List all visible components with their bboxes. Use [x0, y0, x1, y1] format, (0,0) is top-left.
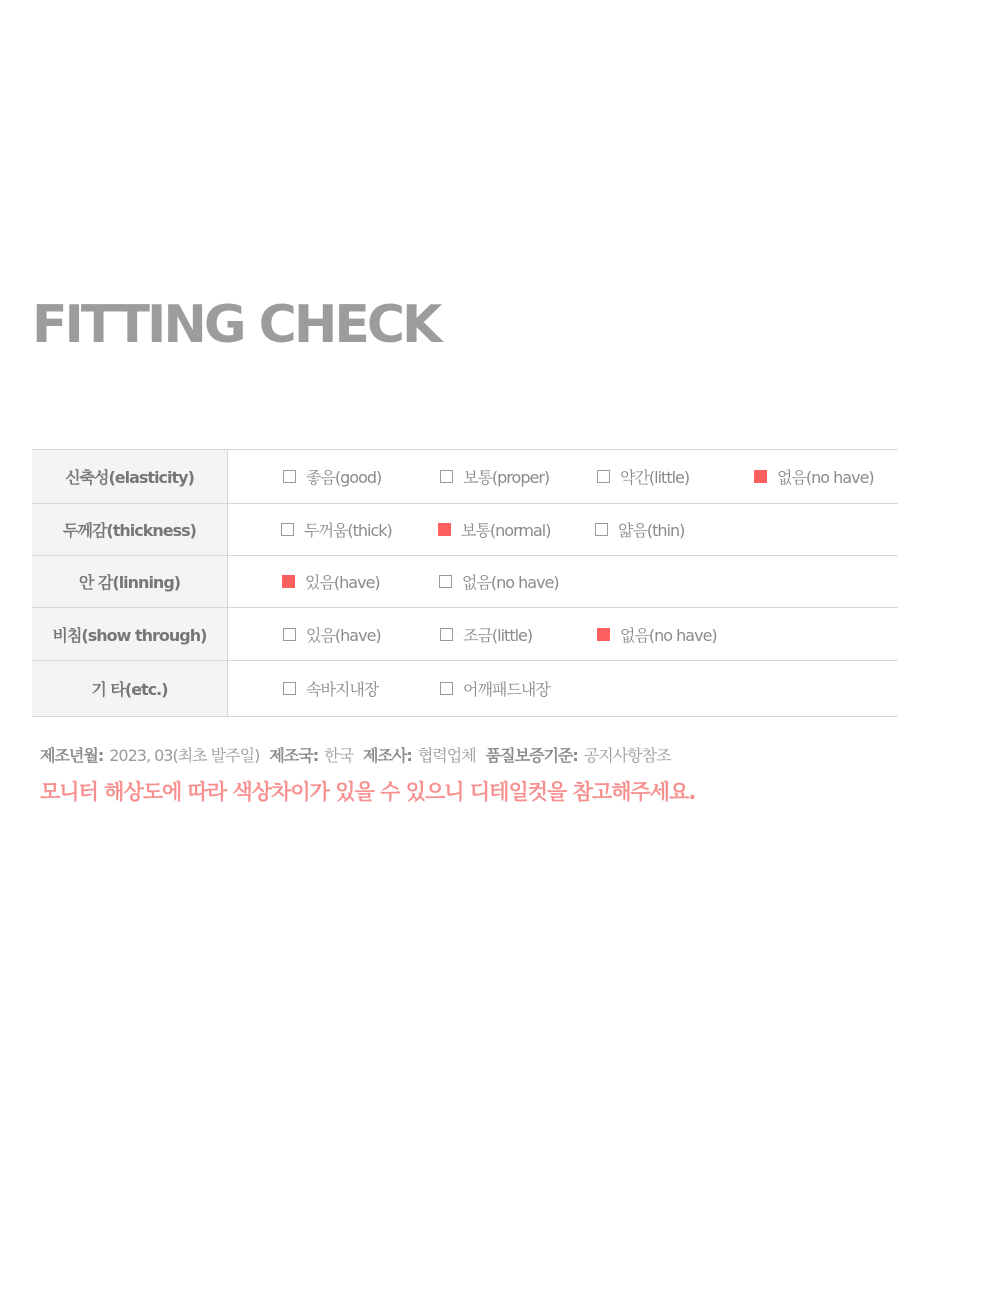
option-label: 좋음(good) [306, 468, 382, 487]
option-have[interactable] [282, 556, 380, 607]
checkbox-icon[interactable] [440, 682, 453, 695]
quality-value: 공지사항참조 [583, 746, 671, 765]
checkbox-icon[interactable] [595, 523, 608, 536]
row-options [228, 450, 898, 503]
row-options [228, 608, 898, 660]
option-thick[interactable] [281, 504, 392, 555]
checkbox-icon[interactable] [439, 575, 452, 588]
option-label: 없음(no have) [462, 573, 559, 592]
row-label: 두께감(thickness) [32, 504, 228, 555]
option-label: 얇음(thin) [618, 521, 685, 540]
option-label: 없음(no have) [620, 625, 717, 645]
product-info [40, 743, 671, 766]
option-label: 약간(little) [620, 468, 690, 487]
row-show-through [32, 608, 898, 661]
fitting-check-table [32, 449, 898, 717]
option-label: 보통(normal) [461, 521, 551, 540]
option-little[interactable] [440, 608, 532, 660]
checkbox-icon[interactable] [283, 628, 296, 641]
option-label: 보통(proper) [463, 468, 550, 487]
option-label: 있음(have) [306, 625, 381, 645]
manufacture-date-value: 2023, 03(최초 발주일) [109, 746, 260, 765]
checkbox-icon[interactable] [597, 470, 610, 483]
option-built-in-shorts[interactable] [283, 661, 378, 716]
checkbox-icon[interactable] [754, 470, 767, 483]
page-title: FITTING CHECK [32, 295, 440, 355]
option-good[interactable] [283, 450, 381, 503]
checkbox-icon[interactable] [440, 470, 453, 483]
checkbox-icon[interactable] [281, 523, 294, 536]
option-label: 있음(have) [305, 573, 380, 592]
color-notice: 모니터 해상도에 따라 색상차이가 있을 수 있으니 디테일컷을 참고해주세요. [40, 780, 696, 804]
option-no-have[interactable] [439, 556, 559, 607]
row-options [228, 556, 898, 607]
option-label: 두꺼움(thick) [304, 521, 392, 540]
checkbox-icon[interactable] [597, 628, 610, 641]
row-thickness [32, 504, 898, 556]
row-label: 비침(show through) [32, 608, 228, 660]
row-etc [32, 661, 898, 717]
row-options [228, 504, 898, 555]
quality-label: 품질보증기준: [485, 746, 578, 765]
option-no-have[interactable] [597, 608, 717, 660]
option-label: 속바지내장 [306, 680, 379, 699]
checkbox-icon[interactable] [282, 575, 295, 588]
option-label: 어깨패드내장 [463, 680, 550, 699]
checkbox-icon[interactable] [283, 682, 296, 695]
option-normal[interactable] [438, 504, 550, 555]
country-value: 한국 [324, 746, 354, 765]
option-no-have[interactable] [754, 450, 874, 503]
row-elasticity [32, 450, 898, 504]
row-label: 안 감(linning) [32, 556, 228, 607]
checkbox-icon[interactable] [283, 470, 296, 483]
maker-value: 협력업체 [417, 746, 476, 765]
option-label: 없음(no have) [777, 468, 874, 487]
row-label: 신축성(elasticity) [32, 450, 228, 503]
country-label: 제조국: [269, 746, 319, 765]
row-lining [32, 556, 898, 608]
row-options [228, 661, 898, 716]
option-shoulder-pad[interactable] [440, 661, 550, 716]
option-have[interactable] [283, 608, 381, 660]
maker-label: 제조사: [363, 746, 412, 765]
row-label: 기 타(etc.) [32, 661, 228, 716]
manufacture-date-label: 제조년월: [40, 746, 104, 765]
option-proper[interactable] [440, 450, 549, 503]
option-little[interactable] [597, 450, 689, 503]
checkbox-icon[interactable] [438, 523, 451, 536]
checkbox-icon[interactable] [440, 628, 453, 641]
option-thin[interactable] [595, 504, 684, 555]
option-label: 조금(little) [463, 625, 533, 645]
